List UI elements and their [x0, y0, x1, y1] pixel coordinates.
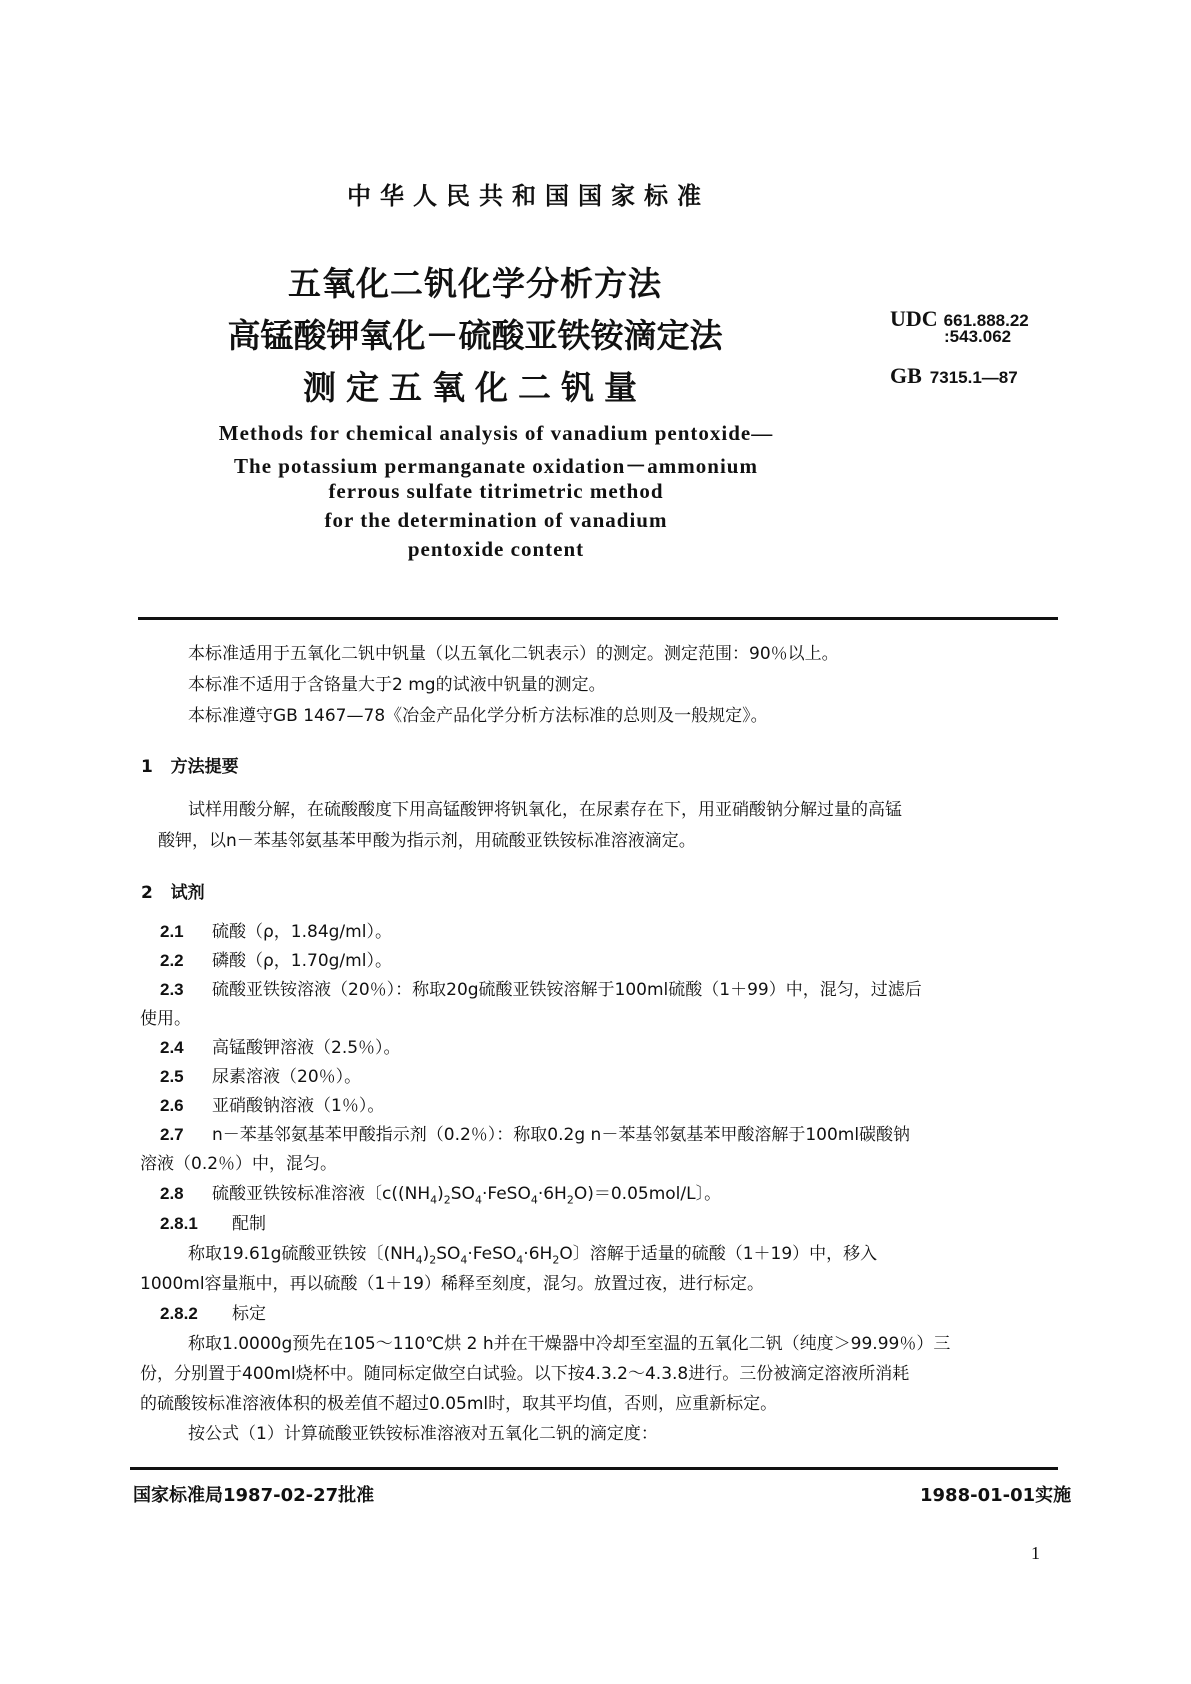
intro-line-2: 本标准不适用于含铬量大于2 mg的试液中钒量的测定。: [188, 675, 606, 695]
subscript: 4: [530, 1193, 538, 1207]
subscript: 4: [474, 1193, 482, 1207]
formula-part: ·FeSO: [467, 1244, 517, 1264]
formula-part: SO: [436, 1244, 461, 1264]
title-en-line-5: pentoxide content: [407, 537, 585, 561]
subscript: 2: [429, 1253, 437, 1267]
item-text: 磷酸（ρ，1.70g/ml）。: [212, 951, 392, 971]
item-text: 亚硝酸钠溶液（1％）。: [212, 1096, 385, 1116]
title-en-line-4: for the determination of vanadium: [324, 508, 668, 532]
gb-code: [890, 363, 1018, 389]
subsection-2-8-2-heading: [160, 1300, 266, 1328]
intro-line-3: 本标准遵守GB 1467—78《冶金产品化学分析方法标准的总则及一般规定》。: [188, 706, 768, 726]
header-rule: [138, 617, 1058, 620]
reagent-2-3: [160, 976, 922, 1004]
section-1-para-line-1: 试样用酸分解，在硫酸酸度下用高锰酸钾将钒氧化，在尿素存在下，用亚硝酸钠分解过量的高锰: [188, 800, 902, 820]
subscript: 4: [415, 1253, 423, 1267]
subscript: 2: [566, 1193, 574, 1207]
country-standard-heading: 中华人民共和国国家标准: [347, 182, 710, 210]
intro-line-1: 本标准适用于五氧化二钒中钒量（以五氧化二钒表示）的测定。测定范围：90％以上。: [188, 644, 839, 664]
reagent-2-1: [160, 918, 392, 946]
formula-part: O)＝0.05mol/L〕。: [573, 1184, 722, 1204]
item-text: 高锰酸钾溶液（2.5％）。: [212, 1038, 401, 1058]
formula-part: ·FeSO: [481, 1184, 531, 1204]
item-number: 2.5: [160, 1067, 184, 1086]
item-number: 2.1: [160, 922, 184, 941]
item-text: 硫酸亚铁铵溶液（20％）：称取20g硫酸亚铁铵溶解于100ml硫酸（1＋99）中，混匀，过滤后: [212, 980, 922, 1000]
item-title: 配制: [232, 1214, 266, 1234]
section-title: 方法提要: [170, 757, 239, 777]
section-2-heading: [141, 878, 205, 903]
subscript: 2: [443, 1193, 451, 1207]
effective-date: 1988-01-01实施: [920, 1485, 1072, 1506]
calib-line-3: 的硫酸铵标准溶液体积的极差值不超过0.05ml时，取其平均值，否则，应重新标定。: [140, 1394, 778, 1414]
reagent-2-2: [160, 947, 392, 975]
formula-part: O〕溶解于适量的硫酸（1＋19）中，移入: [559, 1244, 878, 1264]
calib-line-4: 按公式（1）计算硫酸亚铁铵标准溶液对五氧化二钒的滴定度：: [188, 1424, 658, 1444]
title-en-line-1: Methods for chemical analysis of vanadium pentoxide—: [218, 421, 774, 445]
udc-number: 661.888.22: [943, 311, 1029, 330]
subsection-2-8-1-heading: [160, 1210, 266, 1238]
item-number: 2.7: [160, 1125, 184, 1144]
item-number: 2.8.2: [160, 1304, 198, 1323]
item-number: 2.4: [160, 1038, 184, 1057]
subscript: 4: [430, 1193, 438, 1207]
reagent-2-6: [160, 1092, 384, 1120]
reagent-2-7-cont: 溶液（0.2％）中，混匀。: [140, 1154, 338, 1174]
formula-part: ·6H: [537, 1184, 567, 1204]
gb-number: 7315.1—87: [929, 368, 1018, 387]
prep-line-2: 1000ml容量瓶中，再以硫酸（1＋19）稀释至刻度，混匀。放置过夜，进行标定。: [140, 1274, 764, 1294]
reagent-2-5: [160, 1063, 361, 1091]
reagent-2-7: [160, 1121, 910, 1149]
item-number: 2.3: [160, 980, 184, 999]
formula-part: 称取19.61g硫酸亚铁铵〔(NH: [188, 1244, 416, 1264]
item-title: 标定: [232, 1304, 266, 1324]
section-number: 1: [141, 757, 153, 777]
udc-label: UDC: [890, 306, 938, 331]
title-zh-line-2: 高锰酸钾氧化－硫酸亚铁铵滴定法: [227, 316, 723, 355]
item-text: n－苯基邻氨基苯甲酸指示剂（0.2％）：称取0.2g n－苯基邻氨基苯甲酸溶解于100ml碳酸钠: [212, 1125, 911, 1145]
title-zh-line-1: 五氧化二钒化学分析方法: [288, 264, 662, 303]
subscript: 4: [516, 1253, 524, 1267]
item-number: 2.8.1: [160, 1214, 198, 1233]
footer-rule: [130, 1467, 1058, 1470]
formula-part: SO: [450, 1184, 475, 1204]
subscript: 2: [552, 1253, 560, 1267]
item-text: 硫酸（ρ，1.84g/ml）。: [212, 922, 392, 942]
formula-part: ): [437, 1184, 444, 1204]
approval-date: 国家标准局1987-02-27批准: [133, 1485, 375, 1506]
reagent-2-4: [160, 1034, 401, 1062]
formula-part: ): [422, 1244, 430, 1264]
calib-line-1: 称取1.0000g预先在105～110℃烘 2 h并在干燥器中冷却至室温的五氧化二钒（纯度＞99.99％）三: [188, 1334, 951, 1354]
item-number: 2.2: [160, 951, 184, 970]
item-text: 尿素溶液（20％）。: [212, 1067, 362, 1087]
gb-label: GB: [890, 363, 922, 388]
calib-line-2: 份，分别置于400ml烧杯中。随同标定做空白试验。以下按4.3.2～4.3.8进行。三份被滴定溶液所消耗: [140, 1364, 910, 1384]
section-title: 试剂: [170, 883, 205, 903]
title-en-line-3: ferrous sulfate titrimetric method: [328, 479, 664, 503]
section-number: 2: [141, 883, 153, 903]
formula-part: ·6H: [523, 1244, 553, 1264]
item-number: 2.8: [160, 1184, 184, 1203]
section-1-heading: [141, 752, 239, 777]
reagent-2-3-cont: 使用。: [140, 1009, 191, 1029]
item-number: 2.6: [160, 1096, 184, 1115]
subscript: 4: [460, 1253, 468, 1267]
formula-part: 硫酸亚铁铵标准溶液〔c((NH: [212, 1184, 431, 1204]
section-1-para-line-2: 酸钾，以n－苯基邻氨基苯甲酸为指示剂，用硫酸亚铁铵标准溶液滴定。: [158, 831, 696, 851]
udc-number-line-2: :543.062: [944, 327, 1012, 346]
title-zh-line-3: 测定五氧化二钒量: [303, 368, 647, 407]
title-en-line-2: The potassium permanganate oxidation－ammonium: [234, 454, 758, 478]
page-number: 1: [1031, 1543, 1040, 1563]
